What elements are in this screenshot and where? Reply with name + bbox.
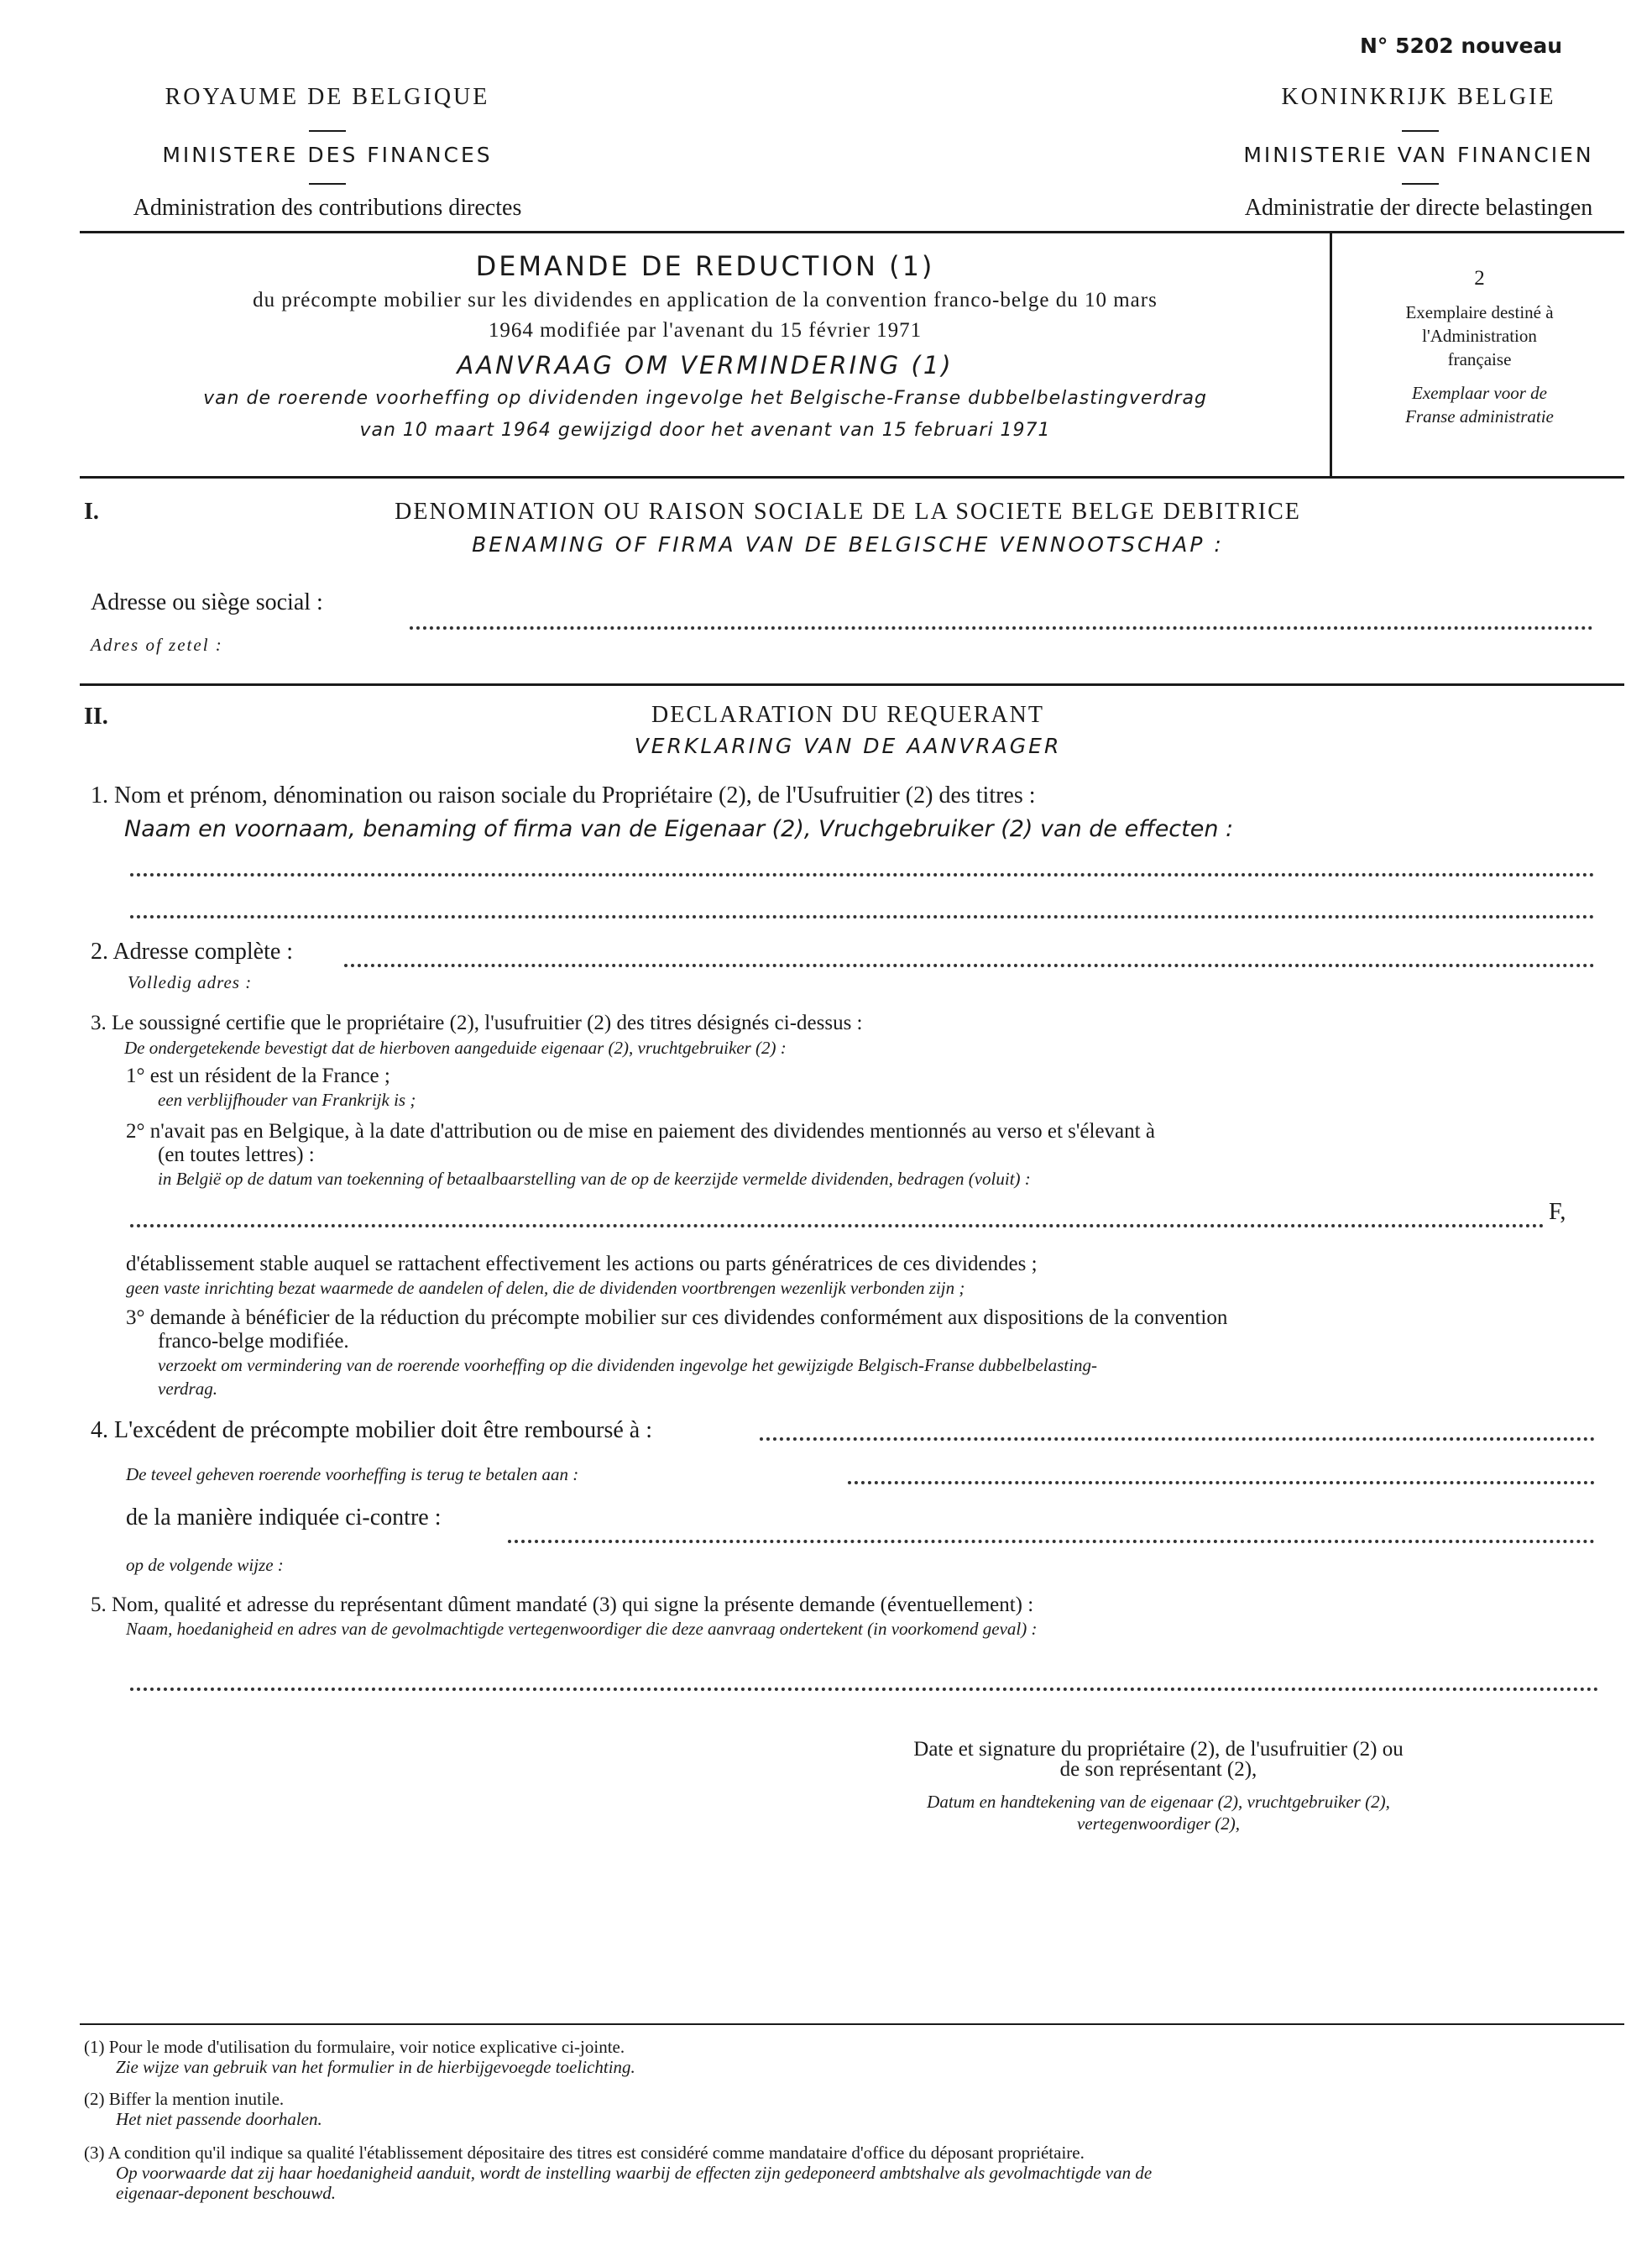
sub3-label-nl-2: verdrag.: [158, 1379, 217, 1399]
section2-number: II.: [84, 704, 108, 730]
header-kingdom-fr: ROYAUME DE BELGIQUE: [165, 84, 490, 110]
sub3-label-fr-1: 3° demande à bénéficier de la réduction du précompte mobilier sur ces dividendes conformément aux dispositions de la convention: [126, 1306, 1228, 1329]
signature-fr-1: Date et signature du propriétaire (2), de l'usufruitier (2) ou: [913, 1738, 1404, 1761]
address-label-nl: Adres of zetel :: [91, 635, 223, 655]
representant-field[interactable]: [130, 1688, 1599, 1691]
section-rule: [80, 683, 1624, 686]
item4-label-fr: 4. L'excédent de précompte mobilier doit être remboursé à :: [91, 1417, 653, 1443]
refund-method-field[interactable]: [508, 1540, 1595, 1543]
title-fr-line2: 1964 modifiée par l'avenant du 15 février 1971: [488, 319, 923, 342]
item4b-label-fr: de la manière indiquée ci-contre :: [126, 1505, 442, 1531]
sub1-label-fr: 1° est un résident de la France ;: [126, 1065, 390, 1087]
title-nl: AANVRAAG OM VERMINDERING (1): [457, 351, 954, 379]
header-kingdom-nl: KONINKRIJK BELGIE: [1281, 84, 1556, 110]
item1-label-fr: 1. Nom et prénom, dénomination ou raison sociale du Propriétaire (2), de l'Usufruitier (2) des titres :: [91, 782, 1036, 809]
item2-label-fr: 2. Adresse complète :: [91, 939, 294, 965]
sub3-label-fr-2: franco-belge modifiée.: [158, 1330, 349, 1353]
header-ministry-fr: MINISTERE DES FINANCES: [162, 143, 493, 167]
item3-label-nl: De ondergetekende bevestigt dat de hierboven aangeduide eigenaar (2), vruchtgebruiker (2) :: [124, 1038, 787, 1058]
section2-title-fr: DECLARATION DU REQUERANT: [651, 702, 1044, 728]
item4-label-nl: De teveel geheven roerende voorheffing is terug te betalen aan :: [126, 1464, 579, 1484]
form-number: N° 5202 nouveau: [1360, 34, 1563, 58]
signature-nl-2: vertegenwoordiger (2),: [1076, 1813, 1240, 1834]
copy-nl-1: Exemplaar voor de: [1412, 383, 1547, 403]
title-divider: [1330, 233, 1332, 476]
sub2-label-fr-1: 2° n'avait pas en Belgique, à la date d'attribution ou de mise en paiement des dividendes mentionnés au verso et s'élevant à: [126, 1120, 1155, 1143]
refund-recipient-field[interactable]: [760, 1437, 1595, 1441]
footnote-rule: [80, 2023, 1624, 2025]
address-field[interactable]: [410, 626, 1593, 630]
header-rule: [309, 130, 346, 132]
footnote-3-nl: Op voorwaarde dat zij haar hoedanigheid aanduit, wordt de instelling waarbij de effecten zijn gedeponeerd ambtshalve als gevolmachtigde van de: [116, 2163, 1153, 2183]
refund-recipient-nl-field[interactable]: [848, 1481, 1595, 1484]
title-fr-line1: du précompte mobilier sur les dividendes en application de la convention franco-belge du 10 mars: [253, 289, 1158, 311]
footnote-2-nl: Het niet passende doorhalen.: [116, 2109, 322, 2129]
title-top-rule: [80, 231, 1624, 233]
signature-fr-2: de son représentant (2),: [1059, 1758, 1257, 1781]
item5-label-nl: Naam, hoedanigheid en adres van de gevolmachtigde vertegenwoordiger die deze aanvraag ondertekent (in voorkomend geval) :: [126, 1619, 1038, 1639]
header-admin-fr: Administration des contributions directes: [133, 195, 522, 221]
footnote-1-nl: Zie wijze van gebruik van het formulier in de hierbijgevoegde toelichting.: [116, 2057, 635, 2077]
section2-title-nl: VERKLARING VAN DE AANVRAGER: [634, 734, 1062, 758]
title-nl-line2: van 10 maart 1964 gewijzigd door het avenant van 15 februari 1971: [359, 420, 1051, 441]
footnote-1-fr: (1) Pour le mode d'utilisation du formulaire, voir notice explicative ci-jointe.: [84, 2037, 625, 2057]
item5-label-fr: 5. Nom, qualité et adresse du représentant dûment mandaté (3) qui signe la présente demande (éventuellement) :: [91, 1593, 1034, 1616]
item2-label-nl: Volledig adres :: [128, 972, 253, 992]
item4b-label-nl: op de volgende wijze :: [126, 1555, 284, 1575]
copy-fr-3: française: [1447, 349, 1512, 369]
copy-number: 2: [1474, 267, 1485, 290]
sub2-label-fr-2: (en toutes lettres) :: [158, 1143, 315, 1166]
full-address-field[interactable]: [344, 964, 1595, 967]
address-label-fr: Adresse ou siège social :: [91, 589, 323, 615]
currency-label: F,: [1549, 1199, 1566, 1225]
header-admin-nl: Administratie der directe belastingen: [1244, 195, 1593, 221]
title-fr: DEMANDE DE REDUCTION (1): [475, 250, 935, 282]
footnote-3-fr: (3) A condition qu'il indique sa qualité l'établissement dépositaire des titres est considéré comme mandataire d'office du déposant propriétaire.: [84, 2143, 1085, 2163]
title-nl-line1: van de roerende voorheffing op dividenden ingevolge het Belgische-Franse dubbelbelastingverdrag: [203, 388, 1207, 409]
copy-nl-2: Franse administratie: [1405, 406, 1554, 426]
footnote-2-fr: (2) Biffer la mention inutile.: [84, 2089, 285, 2109]
section1-number: I.: [84, 499, 99, 525]
section1-title-nl: BENAMING OF FIRMA VAN DE BELGISCHE VENNOOTSCHAP :: [472, 532, 1224, 557]
sub2-label-nl: in België op de datum van toekenning of betaalbaarstelling van de op de keerzijde vermelde dividenden, bedragen (voluit) :: [158, 1169, 1031, 1189]
header-rule: [309, 183, 346, 185]
title-bottom-rule: [80, 476, 1624, 479]
section1-title-fr: DENOMINATION OU RAISON SOCIALE DE LA SOCIETE BELGE DEBITRICE: [395, 499, 1301, 525]
footnote-3-nl-2: eigenaar-deponent beschouwd.: [116, 2183, 337, 2203]
header-ministry-nl: MINISTERIE VAN FINANCIEN: [1243, 143, 1594, 167]
sub2b-label-nl: geen vaste inrichting bezat waarmede de aandelen of delen, die de dividenden voortbrengen wezenlijk verbonden zijn ;: [126, 1278, 965, 1298]
item3-label-fr: 3. Le soussigné certifie que le propriétaire (2), l'usufruitier (2) des titres désignés ci-dessus :: [91, 1012, 863, 1034]
signature-nl-1: Datum en handtekening van de eigenaar (2), vruchtgebruiker (2),: [927, 1792, 1390, 1812]
header-rule: [1402, 183, 1439, 185]
sub1-label-nl: een verblijfhouder van Frankrijk is ;: [158, 1090, 416, 1110]
sub3-label-nl-1: verzoekt om vermindering van de roerende voorheffing op die dividenden ingevolge het gewijzigde Belgisch-Franse dubbelbelasting-: [158, 1355, 1097, 1375]
dividend-amount-field[interactable]: [130, 1224, 1545, 1227]
copy-fr-2: l'Administration: [1422, 326, 1537, 346]
header-rule: [1402, 130, 1439, 132]
owner-name-field-2[interactable]: [130, 915, 1595, 918]
item1-label-nl: Naam en voornaam, benaming of firma van de Eigenaar (2), Vruchgebruiker (2) van de effecten :: [124, 816, 1234, 842]
owner-name-field-1[interactable]: [130, 873, 1595, 877]
copy-fr-1: Exemplaire destiné à: [1405, 302, 1554, 322]
sub2b-label-fr: d'établissement stable auquel se rattachent effectivement les actions ou parts génératrices de ces dividendes ;: [126, 1253, 1038, 1275]
